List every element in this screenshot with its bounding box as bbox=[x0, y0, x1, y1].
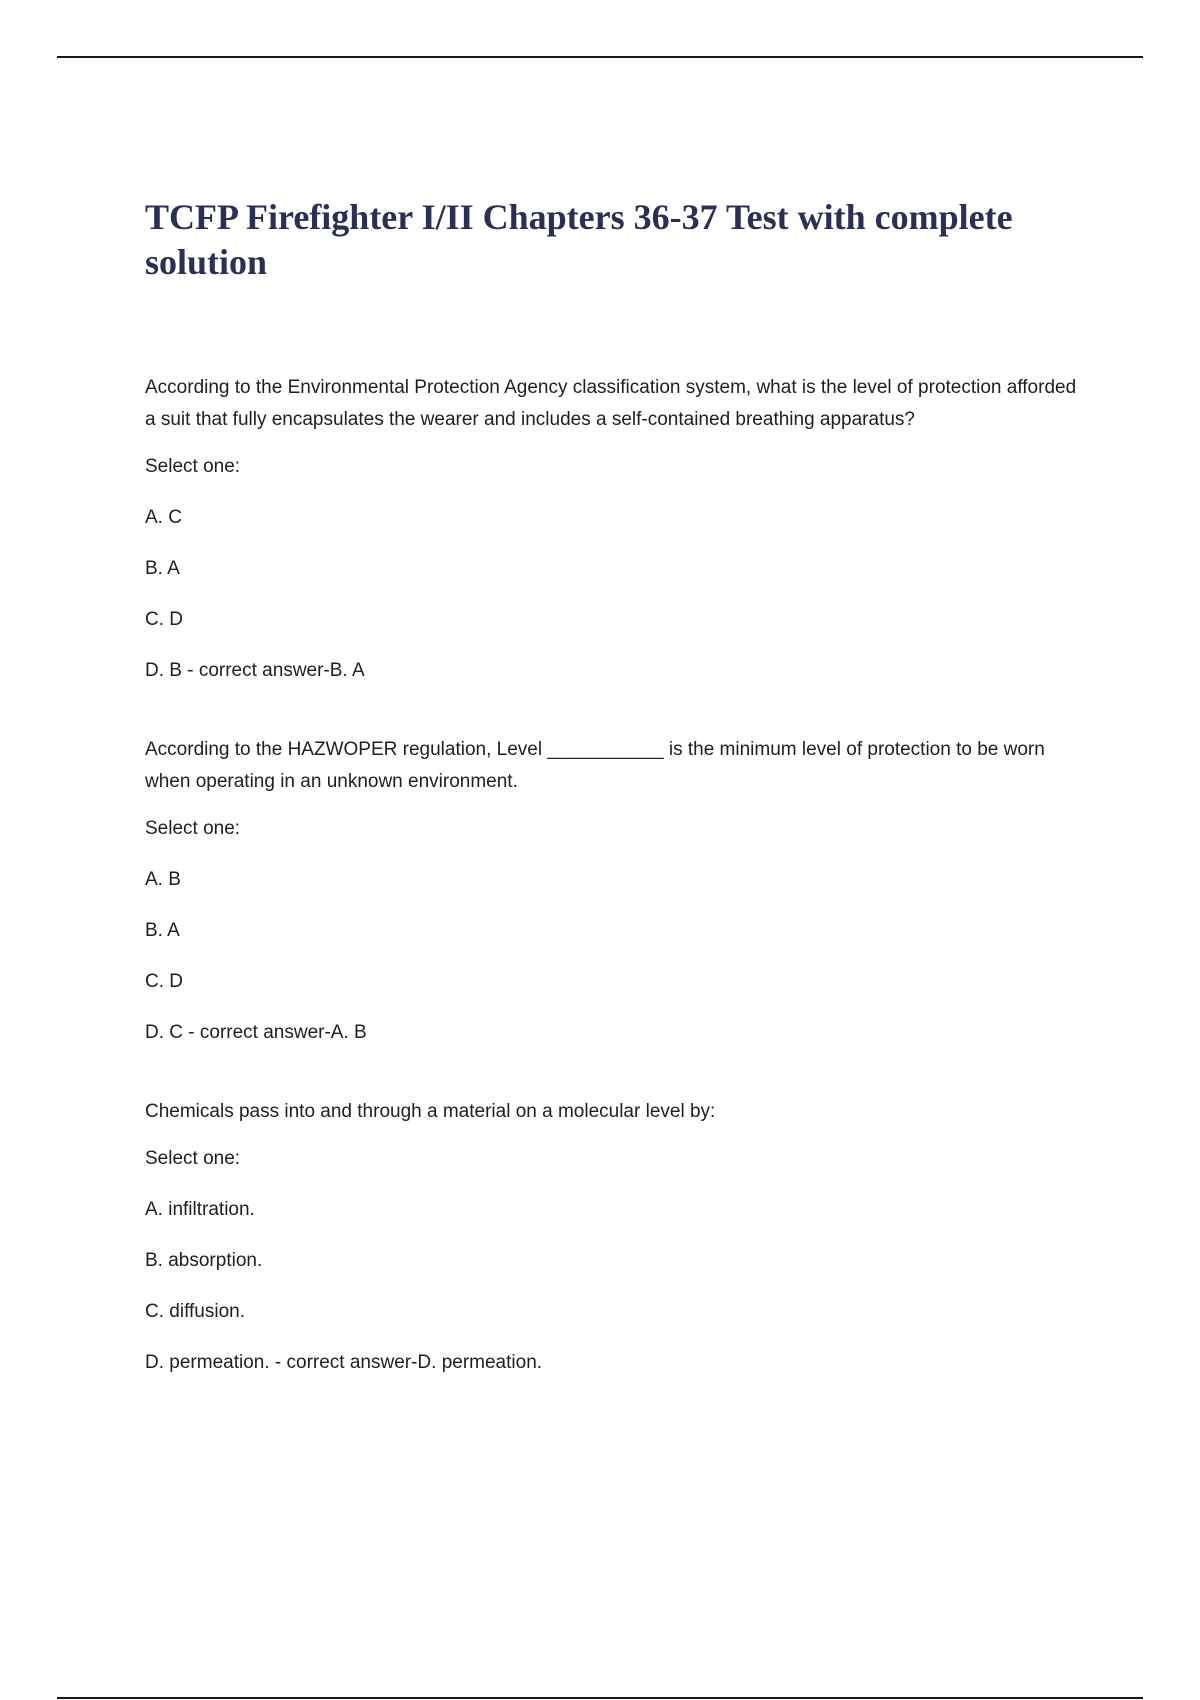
question-1 bbox=[145, 372, 1085, 684]
answer-option: D. B - correct answer-B. A bbox=[145, 660, 365, 681]
select-one-label: Select one: bbox=[145, 1148, 241, 1169]
answer-options bbox=[145, 505, 1085, 684]
answer-option: C. D bbox=[145, 609, 183, 630]
answer-option: D. C - correct answer-A. B bbox=[145, 1022, 367, 1043]
question-prompt: According to the Environmental Protection Agency classification system, what is the level of protection afforded a suit that fully encapsulates the wearer and includes a self-contained breathing apparatus? bbox=[145, 377, 1077, 430]
answer-option: B. A bbox=[145, 920, 180, 941]
answer-option: A. infiltration. bbox=[145, 1199, 255, 1220]
header-rule bbox=[57, 56, 1143, 58]
answer-option: C. D bbox=[145, 971, 183, 992]
footer-rule bbox=[57, 1697, 1143, 1699]
answer-option: B. A bbox=[145, 558, 180, 579]
answer-options bbox=[145, 867, 1085, 1046]
document-title: TCFP Firefighter I/II Chapters 36-37 Test with complete solution bbox=[145, 197, 1013, 282]
answer-option: D. permeation. - correct answer-D. permeation. bbox=[145, 1352, 543, 1373]
select-one-label: Select one: bbox=[145, 456, 241, 477]
answer-option: A. C bbox=[145, 507, 182, 528]
answer-option: C. diffusion. bbox=[145, 1301, 245, 1322]
answer-option: B. absorption. bbox=[145, 1250, 263, 1271]
question-prompt: According to the HAZWOPER regulation, Level ___________ is the minimum level of protection to be worn when operating in an unknown environment. bbox=[145, 739, 1045, 792]
question-3 bbox=[145, 1096, 1085, 1376]
answer-options bbox=[145, 1197, 1085, 1376]
question-prompt: Chemicals pass into and through a material on a molecular level by: bbox=[145, 1101, 716, 1122]
question-2 bbox=[145, 734, 1085, 1046]
answer-option: A. B bbox=[145, 869, 181, 890]
select-one-label: Select one: bbox=[145, 818, 241, 839]
document-body bbox=[145, 195, 1085, 1376]
